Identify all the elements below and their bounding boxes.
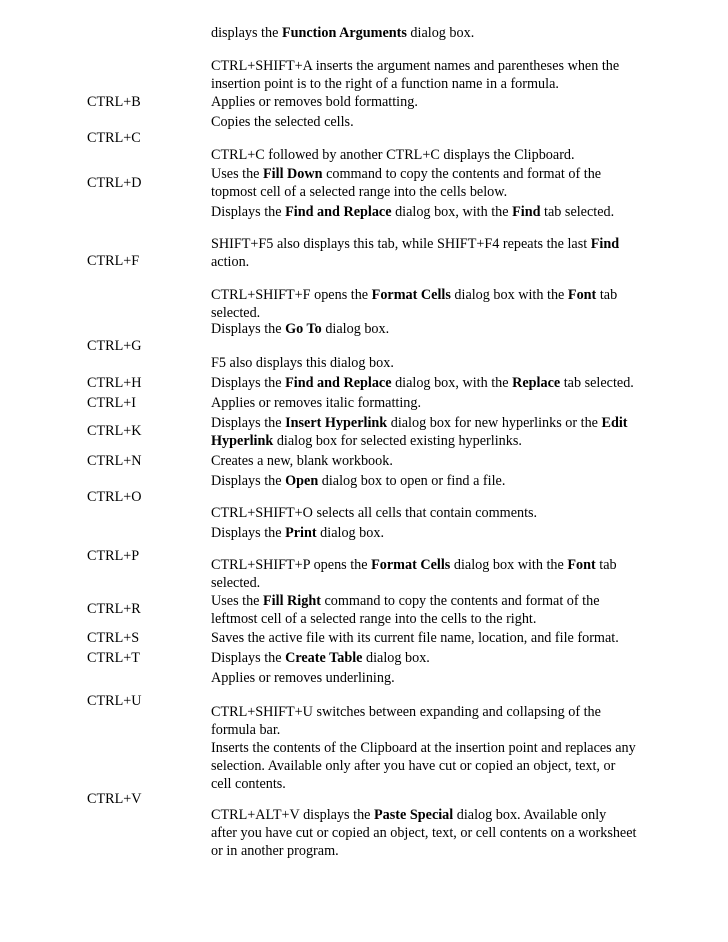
shortcut-key: CTRL+S: [87, 630, 140, 646]
description-text: dialog box, with the: [391, 204, 513, 220]
description-text: Displays the: [211, 473, 286, 489]
description-text: dialog box with the: [450, 287, 568, 303]
bold-term: Hyperlink: [211, 433, 274, 449]
description-text: Displays the: [211, 525, 286, 541]
shortcut-key: CTRL+V: [87, 791, 142, 807]
description-text: tab selected.: [560, 375, 634, 391]
description-text: dialog box.: [406, 25, 475, 41]
description-text: Uses the: [211, 166, 264, 182]
bold-term: Font: [567, 557, 596, 573]
description-text: F5 also displays this dialog box.: [211, 355, 394, 371]
shortcut-description: [211, 146, 651, 164]
shortcut-key: CTRL+B: [87, 94, 141, 110]
shortcut-description: [211, 703, 651, 739]
shortcut-description: [211, 629, 651, 647]
description-text: CTRL+SHIFT+P opens the: [211, 557, 372, 573]
shortcut-key: CTRL+O: [87, 489, 142, 505]
bold-term: Paste Special: [374, 807, 454, 823]
shortcut-description: [211, 669, 651, 687]
description-text: dialog box for new hyperlinks or the: [387, 415, 602, 431]
description-text: CTRL+ALT+V displays the: [211, 807, 375, 823]
shortcut-key: CTRL+G: [87, 338, 142, 354]
shortcut-description: [211, 524, 651, 542]
bold-term: Find and Replace: [285, 204, 392, 220]
description-text: action.: [211, 254, 250, 270]
description-text: dialog box for selected existing hyperlinks.: [273, 433, 522, 449]
bold-term: Go To: [285, 321, 322, 337]
description-text: Displays the: [211, 415, 286, 431]
description-text: Displays the: [211, 204, 286, 220]
description-text: dialog box with the: [450, 557, 568, 573]
bold-term: Open: [285, 473, 319, 489]
description-text: CTRL+C followed by another CTRL+C displays the Clipboard.: [211, 147, 575, 163]
shortcut-description: [211, 592, 651, 628]
description-text: Displays the: [211, 375, 286, 391]
shortcut-description: [211, 472, 651, 490]
bold-term: Create Table: [285, 650, 363, 666]
shortcut-key: CTRL+R: [87, 601, 141, 617]
shortcut-description: [211, 113, 651, 131]
shortcut-key: CTRL+K: [87, 423, 142, 439]
shortcut-description: [211, 649, 651, 667]
description-text: dialog box.: [362, 650, 430, 666]
shortcut-key: CTRL+H: [87, 375, 142, 391]
shortcut-key: CTRL+I: [87, 395, 136, 411]
bold-term: Replace: [512, 375, 561, 391]
bold-term: Find: [590, 236, 620, 252]
shortcut-key: CTRL+P: [87, 548, 140, 564]
description-text: CTRL+SHIFT+U switches between expanding and collapsing of the formula bar.: [211, 704, 601, 738]
description-text: Uses the: [211, 593, 264, 609]
bold-term: Fill Right: [263, 593, 321, 609]
description-text: SHIFT+F5 also displays this tab, while SHIFT+F4 repeats the last: [211, 236, 591, 252]
description-text: dialog box.: [316, 525, 385, 541]
shortcut-description: [211, 93, 651, 111]
description-text: tab selected.: [211, 557, 617, 591]
shortcut-key: CTRL+U: [87, 693, 142, 709]
bold-term: Format Cells: [371, 287, 451, 303]
shortcut-description: [211, 235, 651, 271]
description-text: Copies the selected cells.: [211, 114, 354, 130]
shortcut-key: CTRL+N: [87, 453, 142, 469]
shortcut-key: CTRL+C: [87, 130, 141, 146]
shortcut-description: [211, 354, 651, 372]
description-text: Displays the: [211, 650, 286, 666]
shortcut-description: [211, 374, 651, 392]
description-text: command to copy the contents and format of the leftmost cell of a selected range into the cells to the right.: [211, 593, 600, 627]
description-text: Saves the active file with its current file name, location, and file format.: [211, 630, 619, 646]
bold-term: Function Arguments: [281, 25, 407, 41]
description-text: CTRL+SHIFT+F opens the: [211, 287, 372, 303]
description-text: command to copy the contents and format of the topmost cell of a selected range into the cells below.: [211, 166, 602, 200]
bold-term: Find: [512, 204, 541, 220]
shortcut-description: [211, 203, 651, 221]
description-text: Displays the: [211, 321, 286, 337]
bold-term: Insert Hyperlink: [285, 415, 388, 431]
description-text: dialog box.: [321, 321, 390, 337]
description-text: Applies or removes bold formatting.: [211, 94, 418, 110]
description-text: CTRL+SHIFT+A inserts the argument names and parentheses when the insertion point is to the right of a function name in a formula.: [211, 58, 620, 92]
shortcut-description: [211, 320, 651, 338]
shortcut-description: [211, 24, 651, 42]
description-text: Applies or removes underlining.: [211, 670, 395, 686]
description-text: dialog box. Available only after you have cut or copied an object, text, or cell contents on a worksheet or in another program.: [211, 807, 637, 859]
shortcut-description: [211, 414, 651, 450]
bold-term: Fill Down: [263, 166, 323, 182]
bold-term: Font: [567, 287, 597, 303]
shortcut-description: [211, 452, 651, 470]
description-text: Applies or removes italic formatting.: [211, 395, 421, 411]
bold-term: Find and Replace: [285, 375, 392, 391]
shortcut-description: [211, 556, 651, 592]
shortcut-description: [211, 394, 651, 412]
description-text: dialog box to open or find a file.: [318, 473, 506, 489]
shortcut-key: CTRL+D: [87, 175, 142, 191]
shortcut-description: [211, 57, 651, 93]
bold-term: Print: [285, 525, 317, 541]
bold-term: Edit: [601, 415, 628, 431]
description-text: Inserts the contents of the Clipboard at the insertion point and replaces any selection. Available only after you have cut or copied an object, text, or cell contents.: [211, 740, 636, 792]
shortcut-key: CTRL+T: [87, 650, 140, 666]
shortcut-description: [211, 165, 651, 201]
description-text: dialog box, with the: [391, 375, 513, 391]
shortcut-description: [211, 739, 651, 793]
shortcut-description: [211, 286, 651, 322]
description-text: CTRL+SHIFT+O selects all cells that contain comments.: [211, 505, 538, 521]
shortcut-description: [211, 504, 651, 522]
description-text: tab selected.: [211, 287, 618, 321]
shortcut-description: [211, 806, 651, 860]
shortcut-key: CTRL+F: [87, 253, 140, 269]
description-text: displays the: [211, 25, 282, 41]
bold-term: Format Cells: [371, 557, 451, 573]
description-text: Creates a new, blank workbook.: [211, 453, 393, 469]
description-text: tab selected.: [540, 204, 615, 220]
